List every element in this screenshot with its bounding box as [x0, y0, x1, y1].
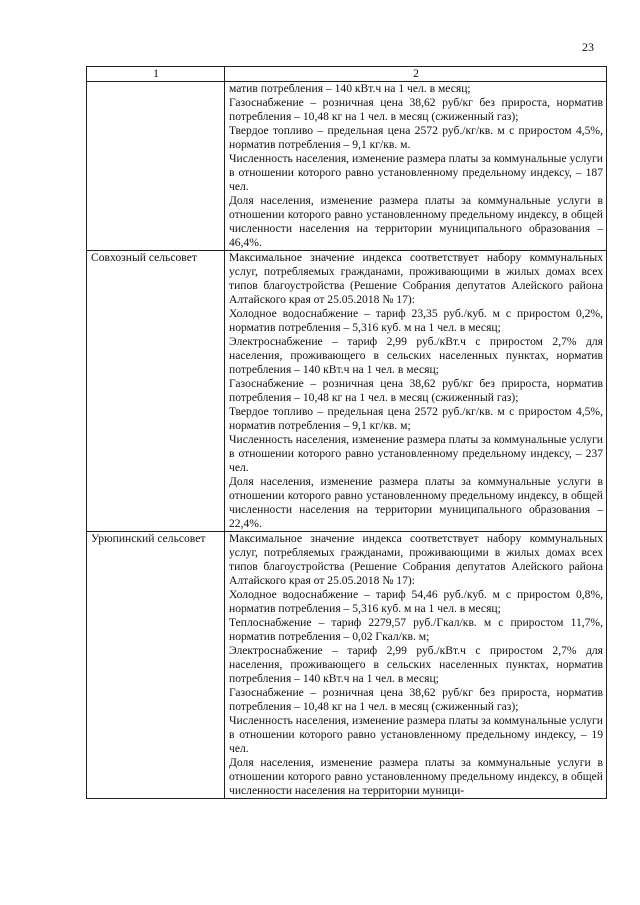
- page-number: 23: [582, 40, 594, 54]
- paragraph: Численность населения, изменение размера платы за коммунальные услуги в отношении которого равно установленному предельному индексу, – 237 чел.: [229, 433, 603, 474]
- paragraph: Доля населения, изменение размера платы за коммунальные услуги в отношении которого равно установленному предельному индексу, в общей численности населения на территории муниципального образования – 46,4%.: [229, 194, 603, 249]
- paragraph: Электроснабжение – тариф 2,99 руб./кВт.ч с приростом 2,7% для населения, проживающего в сельских населенных пунктах, норматив потребления – 140 кВт.ч на 1 чел. в месяц;: [229, 644, 603, 685]
- table-row: [87, 251, 607, 532]
- column-header-1: 1: [87, 67, 225, 82]
- paragraph: Твердое топливо – предельная цена 2572 руб./кг/кв. м с приростом 4,5%, норматив потребления – 9,1 кг/кв. м.: [229, 124, 603, 151]
- paragraph: Холодное водоснабжение – тариф 23,35 руб./куб. м с приростом 0,2%, норматив потребления – 5,316 куб. м на 1 чел. в месяц;: [229, 307, 603, 334]
- description-cell: [225, 82, 607, 251]
- paragraph: Теплоснабжение – тариф 2279,57 руб./Гкал/кв. м с приростом 11,7%, норматив потребления – 0,02 Гкал/кв. м;: [229, 616, 603, 643]
- paragraph: Газоснабжение – розничная цена 38,62 руб/кг без прироста, норматив потребления – 10,48 кг на 1 чел. в месяц (сжиженный газ);: [229, 686, 603, 713]
- paragraph: Электроснабжение – тариф 2,99 руб./кВт.ч с приростом 2,7% для населения, проживающего в сельских населенных пунктах, норматив потребления – 140 кВт.ч на 1 чел. в месяц;: [229, 335, 603, 376]
- paragraph: Максимальное значение индекса соответствует набору коммунальных услуг, потребляемых гражданами, проживающими в жилых домах всех типов благоустройства (Решение Собрания депутатов Алейского района Алтайского края от 25.05.2018 № 17):: [229, 251, 603, 306]
- description-cell: [225, 251, 607, 532]
- area-cell: Урюпинский сельсовет: [87, 532, 225, 799]
- description-cell: [225, 532, 607, 799]
- table-row: [87, 82, 607, 251]
- paragraph: Численность населения, изменение размера платы за коммунальные услуги в отношении которого равно установленному предельному индексу, – 187 чел.: [229, 152, 603, 193]
- paragraph: Холодное водоснабжение – тариф 54,46 руб./куб. м с приростом 0,8%, норматив потребления – 5,316 куб. м на 1 чел. в месяц;: [229, 588, 603, 615]
- tariff-table: [86, 66, 607, 799]
- area-cell: Совхозный сельсовет: [87, 251, 225, 532]
- paragraph: Доля населения, изменение размера платы за коммунальные услуги в отношении которого равно установленному предельному индексу, в общей численности населения на территории муници-: [229, 756, 603, 797]
- table-row: [87, 532, 607, 799]
- paragraph: Максимальное значение индекса соответствует набору коммунальных услуг, потребляемых гражданами, проживающими в жилых домах всех типов благоустройства (Решение Собрания депутатов Алейского района Алтайского края от 25.05.2018 № 17):: [229, 532, 603, 587]
- column-header-2: 2: [225, 67, 607, 82]
- paragraph: Доля населения, изменение размера платы за коммунальные услуги в отношении которого равно установленному предельному индексу, в общей численности населения на территории муниципального образования – 22,4%.: [229, 475, 603, 530]
- paragraph: Твердое топливо – предельная цена 2572 руб./кг/кв. м с приростом 4,5%, норматив потребления – 9,1 кг/кв. м;: [229, 405, 603, 432]
- paragraph: Газоснабжение – розничная цена 38,62 руб/кг без прироста, норматив потребления – 10,48 кг на 1 чел. в месяц (сжиженный газ);: [229, 96, 603, 123]
- table-header-row: [87, 67, 607, 82]
- paragraph: матив потребления – 140 кВт.ч на 1 чел. в месяц;: [229, 82, 471, 95]
- paragraph: Газоснабжение – розничная цена 38,62 руб/кг без прироста, норматив потребления – 10,48 кг на 1 чел. в месяц (сжиженный газ);: [229, 377, 603, 404]
- area-cell: [87, 82, 225, 251]
- paragraph: Численность населения, изменение размера платы за коммунальные услуги в отношении которого равно установленному предельному индексу, – 19 чел.: [229, 714, 603, 755]
